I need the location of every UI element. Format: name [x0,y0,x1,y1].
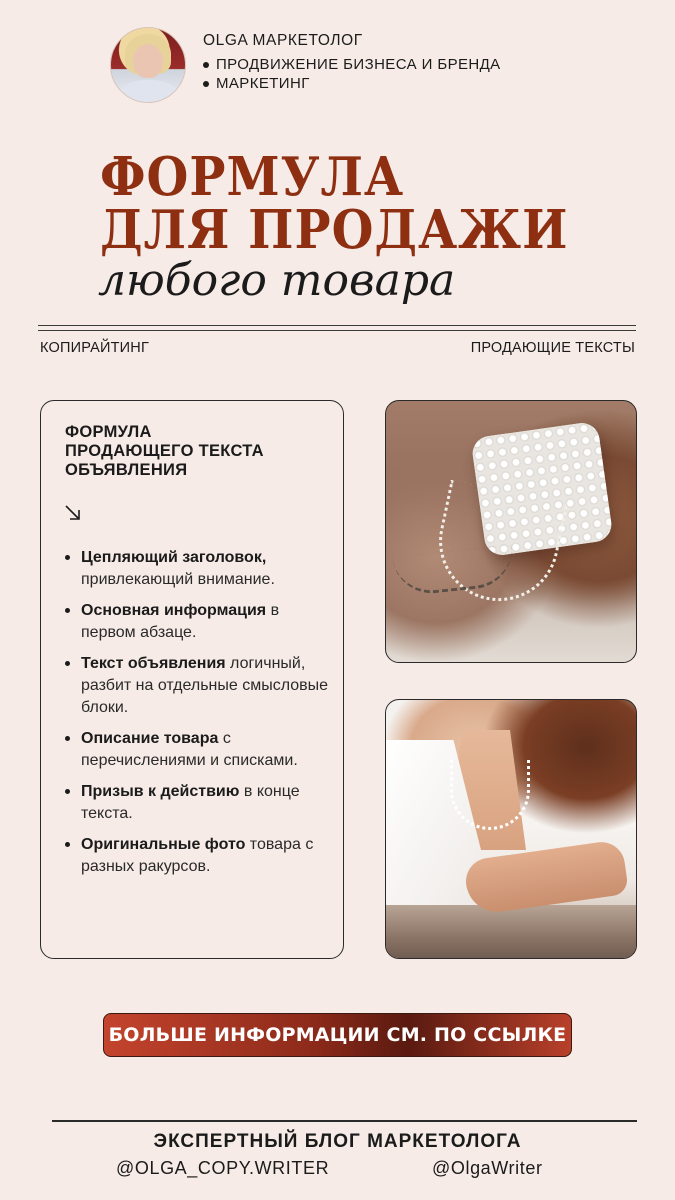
list-item [65,547,333,591]
avatar-body [117,80,181,103]
footer-handle-telegram[interactable]: @OlgaWriter [432,1158,543,1178]
footer-title: ЭКСПЕРТНЫЙ БЛОГ МАРКЕТОЛОГА [153,1131,522,1152]
pearl-bag-photo [385,400,637,663]
bullet-dot-icon [65,789,70,794]
title-line-1: ФОРМУЛА [100,145,405,209]
table-reflection-shape [386,905,636,959]
header-bullet-text: МАРКЕТИНГ [216,75,310,92]
tag-copywriting: КОПИРАЙТИНГ [40,340,150,356]
list-item-text: Цепляющий заголовок, привлекающий внимание. [81,549,275,588]
pearl-necklace-photo [385,699,637,959]
bullet-dot-icon [65,555,70,560]
list-item-text: Призыв к действию в конце текста. [81,783,300,822]
list-item [65,834,333,878]
header-bullet-text: ПРОДВИЖЕНИЕ БИЗНЕСА И БРЕНДА [216,56,501,73]
author-name: OLGA МАРКЕТОЛОГ [203,32,363,49]
bullet-dot-icon [203,62,209,68]
list-item-text: Текст объявления логичный, разбит на отдельные смысловые блоки. [81,655,329,716]
tag-selling-texts: ПРОДАЮЩИЕ ТЕКСТЫ [470,340,635,356]
more-info-button[interactable]: БОЛЬШЕ ИНФОРМАЦИИ СМ. ПО ССЫЛКЕ [103,1013,572,1057]
list-item [65,653,333,719]
author-info [203,32,501,93]
formula-list [65,547,333,887]
list-item [65,728,333,772]
list-item-text: Описание товара с перечислениями и списками. [81,730,298,769]
title-line-3: любого товара [98,255,456,306]
list-item-text: Основная информация в первом абзаце. [81,602,280,641]
arrow-down-right-icon [63,503,83,523]
title-line-2: ДЛЯ ПРОДАЖИ [100,198,569,262]
bullet-dot-icon [65,842,70,847]
list-item-text: Оригинальные фото товара с разных ракурсов. [81,836,314,875]
double-divider [38,325,636,331]
footer-handle-instagram[interactable]: @OLGA_COPY.WRITER [116,1158,330,1178]
list-item [65,600,333,644]
list-item [65,781,333,825]
bullet-dot-icon [203,81,209,87]
formula-card [40,400,344,959]
bullet-dot-icon [65,661,70,666]
card-title: ФОРМУЛА ПРОДАЮЩЕГО ТЕКСТА ОБЪЯВЛЕНИЯ [65,423,264,479]
bullet-dot-icon [65,736,70,741]
avatar-face [133,44,163,78]
footer-divider [52,1120,637,1122]
header-bullet [203,55,501,74]
bullet-dot-icon [65,608,70,613]
header-bullet [203,74,501,93]
author-avatar [110,27,186,103]
